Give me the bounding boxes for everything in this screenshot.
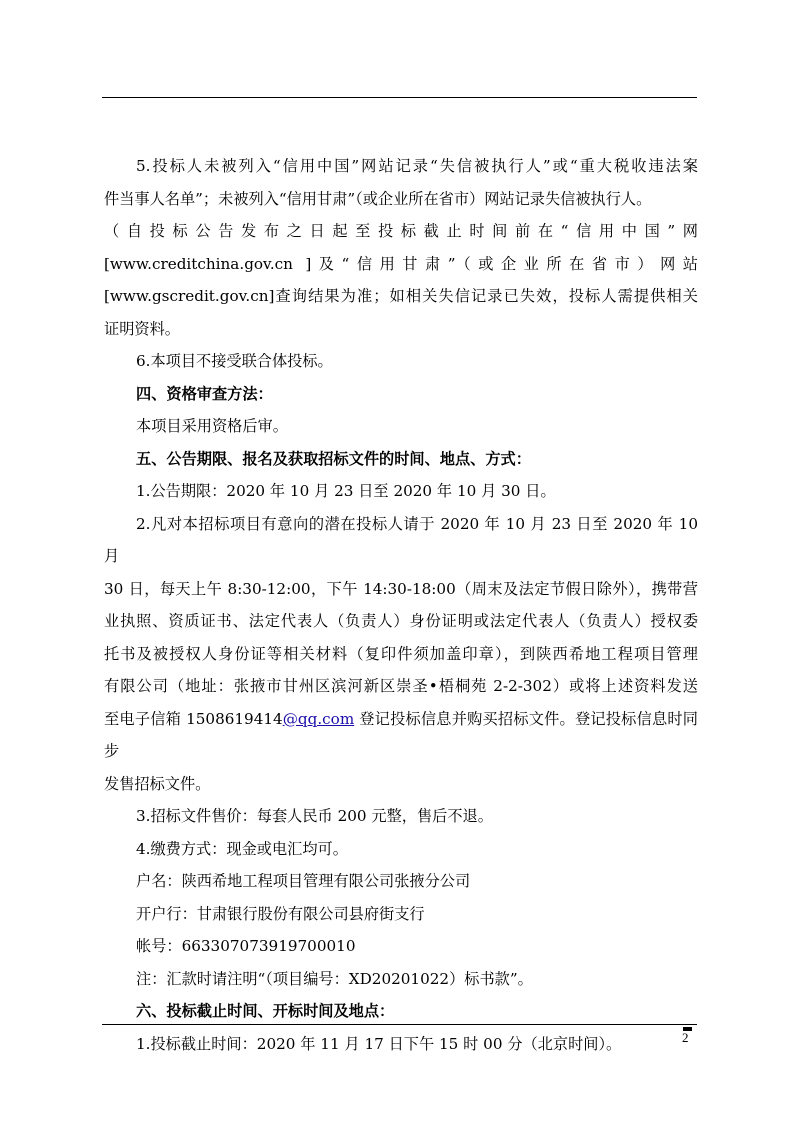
paragraph-line: 有限公司（地址：张掖市甘州区滨河新区崇圣•梧桐苑 2-2-302）或将上述资料发送	[104, 677, 698, 695]
footer-rule	[102, 1024, 697, 1025]
paragraph-line: 托书及被授权人身份证等相关材料（复印件须加盖印章），到陕西希地工程项目管理	[104, 644, 698, 663]
paragraph-line: 证明资料。	[104, 319, 180, 338]
paragraph-line: 业执照、资质证书、法定代表人（负责人）身份证明或法定代表人（负责人）授权委	[104, 612, 698, 630]
paragraph-line: 5.投标人未被列入“信用中国”网站记录“失信被执行人”或“重大税收违法案	[136, 157, 698, 175]
paragraph: 6.本项目不接受联合体投标。	[136, 352, 333, 370]
paragraph-line: [www.gscredit.gov.cn]查询结果为准；如相关失信记录已失效，投标人需提供相关	[104, 287, 698, 305]
paragraph: 1.投标截止时间：2020 年 11 月 17 日下午 15 时 00 分（北京时间）。	[136, 1034, 622, 1053]
paragraph: 3.招标文件售价：每套人民币 200 元整，售后不退。	[136, 807, 493, 825]
section-heading: 四、资格审查方法：	[136, 384, 273, 403]
email-prefix: 至电子信箱 1508619414	[104, 709, 283, 728]
paragraph-line: 件当事人名单”；未被列入“信用甘肃”（或企业所在省市）网站记录失信被执行人。	[104, 189, 652, 208]
paragraph-line: 2.凡对本招标项目有意向的潜在投标人请于 2020 年 10 月 23 日至 2020 年 10 月	[104, 514, 698, 565]
document-body	[104, 150, 698, 1060]
paragraph: 4.缴费方式：现金或电汇均可。	[136, 839, 348, 858]
email-suffix: 登记投标信息并购买招标文件。登记投标信息时同步	[104, 709, 698, 760]
paragraph: 1.公告期限：2020 年 10 月 23 日至 2020 年 10 月 30 日。	[136, 482, 556, 500]
paragraph-line	[104, 703, 698, 768]
paragraph-line: 发售招标文件。	[104, 774, 211, 793]
bank-name: 开户行：甘肃银行股份有限公司县府街支行	[136, 904, 425, 923]
page-number: 2	[682, 1030, 689, 1045]
email-link[interactable]: @qq.com	[282, 709, 355, 728]
payment-note: 注：汇款时请注明“（项目编号：XD20201022）标书款”。	[136, 969, 533, 988]
paragraph-line: 30 日，每天上午 8:30-12:00，下午 14:30-18:00（周末及法定节假日除外），携带营	[104, 579, 698, 598]
paragraph-line: [www.creditchina.gov.cn ]及“信用甘肃”（或企业所在省市）网站	[104, 254, 698, 273]
header-rule	[102, 97, 697, 98]
section-heading: 六、投标截止时间、开标时间及地点：	[136, 1002, 395, 1020]
account-name: 户名：陕西希地工程项目管理有限公司张掖分公司	[136, 872, 471, 890]
account-number: 帐号：663307073919700010	[136, 937, 356, 955]
paragraph: 本项目采用资格后审。	[136, 417, 288, 435]
section-heading: 五、公告期限、报名及获取招标文件的时间、地点、方式：	[136, 449, 531, 468]
paragraph-line: （自投标公告发布之日起至投标截止时间前在“信用中国”网	[104, 222, 698, 240]
